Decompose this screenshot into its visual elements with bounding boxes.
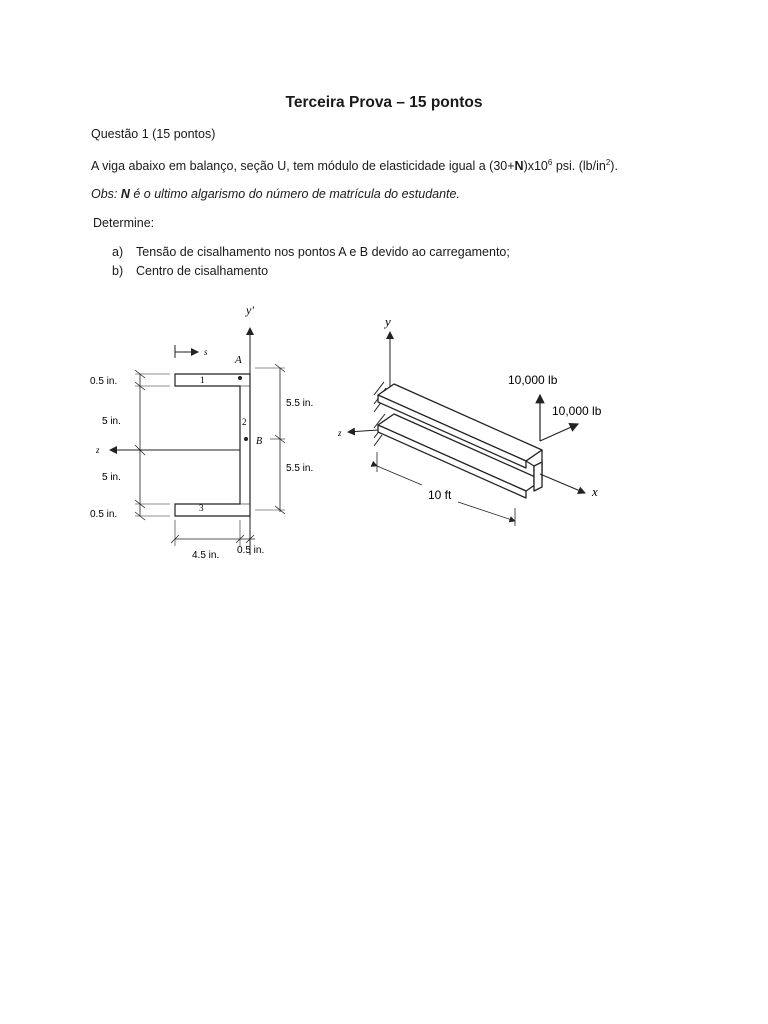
cross-section-figure — [80, 290, 330, 570]
load-horizontal-arrow — [540, 424, 578, 441]
dim-top-thickness: 0.5 in. — [90, 376, 118, 387]
dim-right-lower: 5.5 in. — [286, 463, 314, 474]
list-text-b: Centro de cisalhamento — [136, 264, 269, 278]
point-b-label: B — [256, 436, 263, 447]
obs-rest: é o ultimo algarismo do número de matrícula do estudante. — [129, 187, 460, 201]
dim-lower-web: 5 in. — [102, 472, 121, 483]
point-a — [238, 376, 242, 380]
statement-suffix: psi. (lb/in — [552, 159, 606, 174]
u-channel-beam — [378, 384, 542, 498]
problem-statement — [91, 158, 618, 173]
statement-middle: )x10 — [523, 159, 548, 174]
s-label: s — [204, 347, 208, 357]
question-header: Questão 1 (15 pontos) — [91, 127, 216, 141]
list-item-a — [112, 245, 510, 259]
dim-upper-web: 5 in. — [102, 416, 121, 427]
statement-unit-exp: 2 — [605, 158, 611, 167]
page-title: Terceira Prova – 15 pontos — [285, 94, 483, 111]
obs-note — [91, 187, 460, 201]
statement-n: N — [514, 159, 524, 174]
beam-x-label: x — [592, 484, 598, 499]
segment-2-label: 2 — [242, 417, 247, 427]
u-channel-section — [175, 374, 250, 516]
dim-bottom-thickness: 0.5 in. — [90, 509, 118, 520]
determine-label: Determine: — [93, 216, 155, 230]
obs-n: N — [120, 187, 130, 201]
beam-z-label: z — [338, 428, 342, 438]
point-b — [244, 437, 248, 441]
list-text-a: Tensão de cisalhamento nos pontos A e B devido ao carregamento; — [136, 245, 510, 259]
beam-figure — [330, 300, 620, 545]
statement-exp: 6 — [547, 158, 553, 167]
statement-end: ). — [610, 159, 618, 174]
load-horizontal-label: 10,000 lb — [552, 404, 602, 418]
segment-1-label: 1 — [200, 375, 205, 385]
beam-x-axis — [540, 474, 585, 493]
point-a-label: A — [235, 354, 242, 366]
z-label: z — [96, 445, 100, 455]
statement-prefix: A viga abaixo em balanço, seção U, tem módulo de elasticidade igual a (30+ — [91, 159, 515, 174]
list-marker-b: b) — [112, 264, 124, 278]
y-prime-label: y' — [246, 303, 254, 317]
segment-3-label: 3 — [199, 503, 204, 513]
list-marker-a: a) — [112, 245, 124, 259]
dim-right-upper: 5.5 in. — [286, 398, 314, 409]
list-item-b — [112, 264, 268, 278]
obs-label: Obs: — [91, 187, 121, 201]
dim-web-thickness: 0.5 in. — [237, 545, 265, 556]
length-label: 10 ft — [428, 488, 452, 502]
beam-z-axis — [348, 430, 378, 432]
dim-flange-width: 4.5 in. — [192, 550, 220, 561]
beam-y-label: y — [385, 314, 391, 329]
load-vertical-label: 10,000 lb — [508, 373, 558, 387]
